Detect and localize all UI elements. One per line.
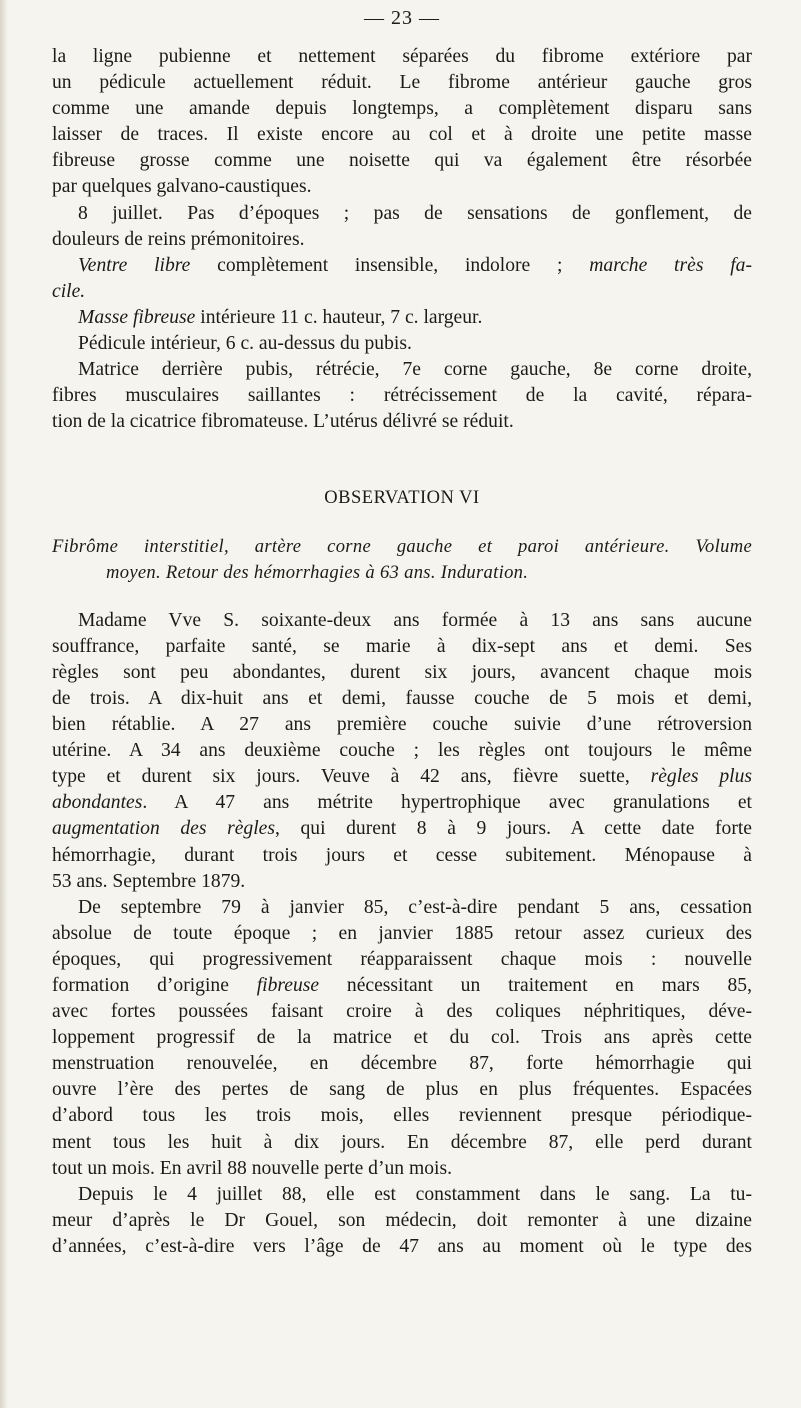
observation-summary: moyen. Retour des hémorrhagies à 63 ans. Induration.: [106, 561, 529, 583]
text-line: Depuis le 4 juillet 88, elle est constamment dans le sang. La tu-: [78, 1183, 752, 1205]
spacer: [52, 512, 752, 534]
spacer: [52, 463, 752, 485]
text-line: laisser de traces. Il existe encore au col et à droite une petite masse: [52, 124, 752, 146]
text-line: 8 juillet. Pas d’époques ; pas de sensations de gonflement, de: [78, 202, 752, 224]
text-line: tion de la cicatrice fibromateuse. L’utérus délivré se réduit.: [52, 411, 514, 433]
text-line: bien rétablie. A 27 ans première couche suivie d’une rétroversion: [52, 714, 752, 736]
text-line: Madame Vve S. soixante-deux ans formée à 13 ans sans aucune: [78, 609, 752, 631]
text-line: avec fortes poussées faisant croire à des coliques néphritiques, déve-: [52, 1001, 752, 1023]
text-line: d’années, c’est-à-dire vers l’âge de 47 ans au moment où le type des: [52, 1235, 752, 1257]
text-line: utérine. A 34 ans deuxième couche ; les règles ont toujours le même: [52, 740, 752, 762]
text-line: absolue de toute époque ; en janvier 1885 retour assez curieux des: [52, 922, 752, 944]
text-line: cile.: [52, 280, 86, 302]
observation-summary: Fibrôme interstitiel, artère corne gauche et paroi antérieure. Volume: [52, 535, 752, 557]
text-line: souffrance, parfaite santé, se marie à dix-sept ans et demi. Ses: [52, 635, 752, 657]
text-line: la ligne pubienne et nettement séparées du fibrome extériore par: [52, 46, 752, 67]
text-line: abondantes. A 47 ans métrite hypertrophique avec granulations et: [52, 792, 752, 814]
text-line: type et durent six jours. Veuve à 42 ans, fièvre suette, règles plus: [52, 766, 752, 788]
page-edge-shadow: [0, 0, 8, 1408]
text-line: d’abord tous les trois mois, elles reviennent presque périodique-: [52, 1105, 752, 1127]
text-line: douleurs de reins prémonitoires.: [52, 228, 305, 250]
text-line: ouvre l’ère des pertes de sang de plus en plus fréquentes. Espacées: [52, 1079, 752, 1101]
text-line: fibreuse grosse comme une noisette qui va également être résorbée: [52, 150, 752, 172]
text-line: par quelques galvano-caustiques.: [52, 176, 312, 198]
text-line: époques, qui progressivement réapparaissent chaque mois : nouvelle: [52, 948, 752, 970]
text-line: règles sont peu abondantes, durent six jours, avancent chaque mois: [52, 661, 752, 683]
text-line: comme une amande depuis longtemps, a complètement disparu sans: [52, 98, 752, 120]
observation-heading: OBSERVATION VI: [324, 488, 480, 509]
text-line: menstruation renouvelée, en décembre 87, forte hémorrhagie qui: [52, 1053, 752, 1075]
text-line: Pédicule intérieur, 6 c. au-dessus du pubis.: [78, 333, 412, 355]
page-number: — 23 —: [364, 7, 440, 29]
spacer: [52, 586, 752, 608]
text-line: un pédicule actuellement réduit. Le fibrome antérieur gauche gros: [52, 72, 752, 94]
text-line: formation d’origine fibreuse nécessitant un traitement en mars 85,: [52, 975, 752, 996]
text-line: Matrice derrière pubis, rétrécie, 7e corne gauche, 8e corne droite,: [78, 359, 752, 381]
ventre-line: Ventre libre complètement insensible, indolore ; marche très fa-: [78, 254, 752, 276]
text-line: de trois. A dix-huit ans et demi, fausse couche de 5 mois et demi,: [52, 687, 752, 709]
text-line: 53 ans. Septembre 1879.: [52, 870, 246, 892]
text-line: loppement progressif de la matrice et du col. Trois ans après cette: [52, 1027, 752, 1049]
text-line: augmentation des règles, qui durent 8 à 9 jours. A cette date forte: [52, 818, 752, 840]
text-line: tout un mois. En avril 88 nouvelle perte d’un mois.: [52, 1157, 452, 1179]
text-line: hémorrhagie, durant trois jours et cesse subitement. Ménopause à: [52, 844, 752, 866]
text-line: ment tous les huit à dix jours. En décembre 87, elle perd durant: [52, 1131, 752, 1153]
masse-line: Masse fibreuse intérieure 11 c. hauteur, 7 c. largeur.: [78, 306, 483, 328]
text-line: De septembre 79 à janvier 85, c’est-à-dire pendant 5 ans, cessation: [78, 896, 752, 918]
spacer: [52, 435, 752, 463]
text-line: meur d’après le Dr Gouel, son médecin, doit remonter à une dizaine: [52, 1209, 752, 1231]
page-text: [52, 44, 752, 1260]
text-line: fibres musculaires saillantes : rétrécissement de la cavité, répara-: [52, 385, 752, 407]
